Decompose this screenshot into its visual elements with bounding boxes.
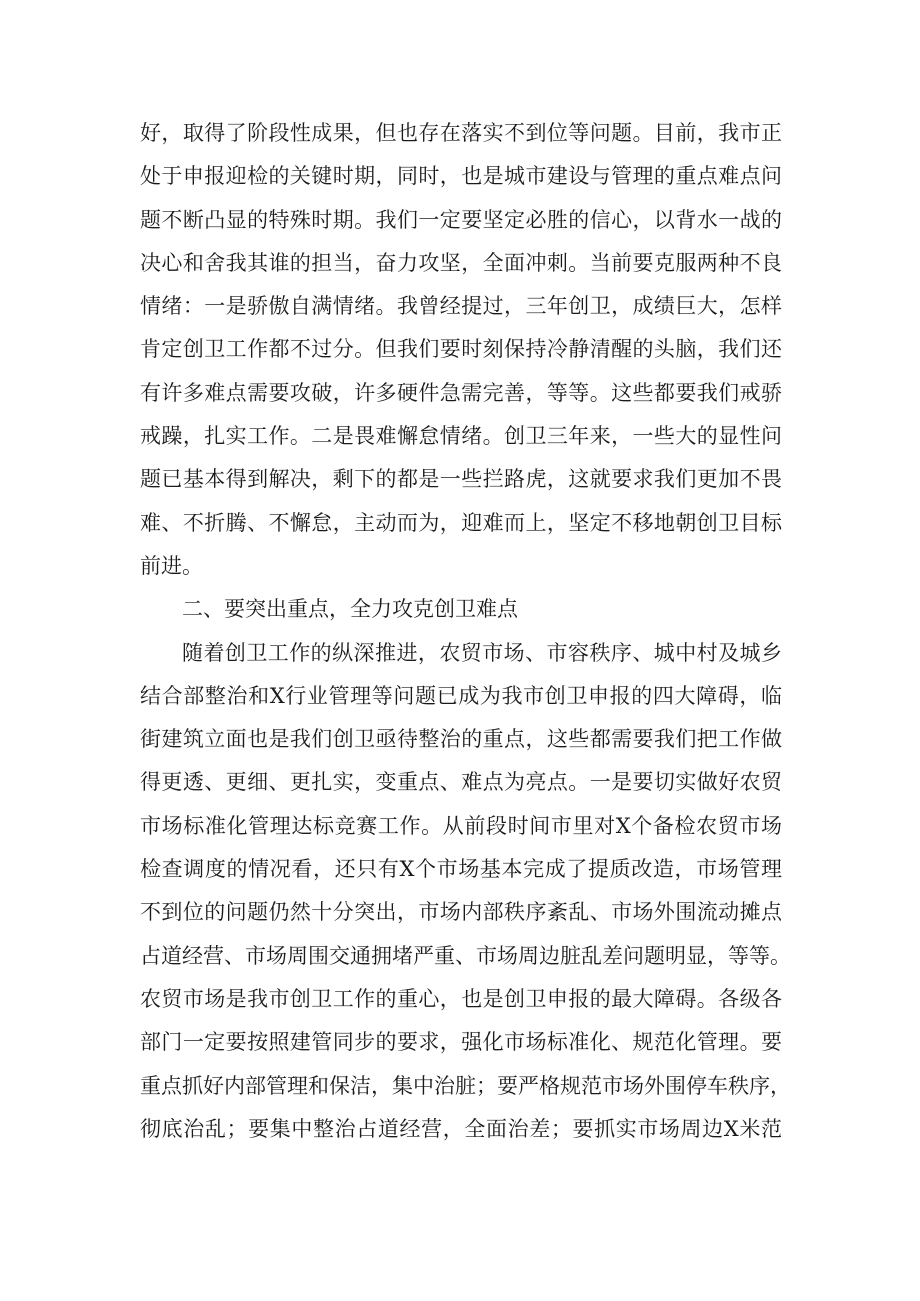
text-line: 肯定创卫工作都不过分。但我们要时刻保持冷静清醒的头脑，我们还	[140, 337, 782, 362]
text-line: 难、不折腾、不懈怠，主动而为，迎难而上，坚定不移地朝创卫目标	[140, 510, 782, 535]
text-line: 处于申报迎检的关键时期，同时，也是城市建设与管理的重点难点问	[140, 164, 782, 189]
text-line: 结合部整治和X行业管理等问题已成为我市创卫申报的四大障碍，临	[140, 683, 782, 708]
text-line: 题已基本得到解决，剩下的都是一些拦路虎，这就要求我们更加不畏	[140, 467, 782, 492]
text-line: 得更透、更细、更扎实，变重点、难点为亮点。一是要切实做好农贸	[140, 770, 782, 795]
text-line: 占道经营、市场周围交通拥堵严重、市场周边脏乱差问题明显，等等。	[140, 943, 791, 968]
section-heading: 二、要突出重点，全力攻克创卫难点	[182, 597, 518, 622]
paragraph-2	[140, 632, 791, 1152]
text-line: 部门一定要按照建管同步的要求，强化市场标准化、规范化管理。要	[140, 1030, 782, 1055]
paragraph-1	[140, 112, 782, 588]
text-line: 决心和舍我其谁的担当，奋力攻坚，全面冲刺。当前要克服两种不良	[140, 250, 782, 275]
text-line: 题不断凸显的特殊时期。我们一定要坚定必胜的信心，以背水一战的	[140, 207, 782, 232]
text-line: 情绪：一是骄傲自满情绪。我曾经提过，三年创卫，成绩巨大，怎样	[140, 294, 782, 319]
text-line: 随着创卫工作的纵深推进，农贸市场、市容秩序、城中村及城乡	[182, 640, 782, 665]
text-line: 街建筑立面也是我们创卫亟待整治的重点，这些都需要我们把工作做	[140, 727, 782, 752]
text-line: 不到位的问题仍然十分突出，市场内部秩序紊乱、市场外围流动摊点	[140, 900, 782, 925]
text-line: 好，取得了阶段性成果，但也存在落实不到位等问题。目前，我市正	[140, 121, 782, 145]
text-line: 重点抓好内部管理和保洁，集中治脏；要严格规范市场外围停车秩序，	[140, 1073, 791, 1098]
text-line: 农贸市场是我市创卫工作的重心，也是创卫申报的最大障碍。各级各	[140, 986, 782, 1011]
document-page	[140, 112, 791, 1151]
text-line: 前进。	[140, 553, 203, 578]
text-line: 市场标准化管理达标竞赛工作。从前段时间市里对X个备检农贸市场	[140, 813, 782, 838]
text-line: 彻底治乱；要集中整治占道经营，全面治差；要抓实市场周边X米范	[140, 1116, 782, 1141]
text-line: 检查调度的情况看，还只有X个市场基本完成了提质改造，市场管理	[140, 857, 782, 882]
text-line: 戒躁，扎实工作。二是畏难懈怠情绪。创卫三年来，一些大的显性问	[140, 424, 782, 449]
text-line: 有许多难点需要攻破，许多硬件急需完善，等等。这些都要我们戒骄	[140, 380, 782, 405]
